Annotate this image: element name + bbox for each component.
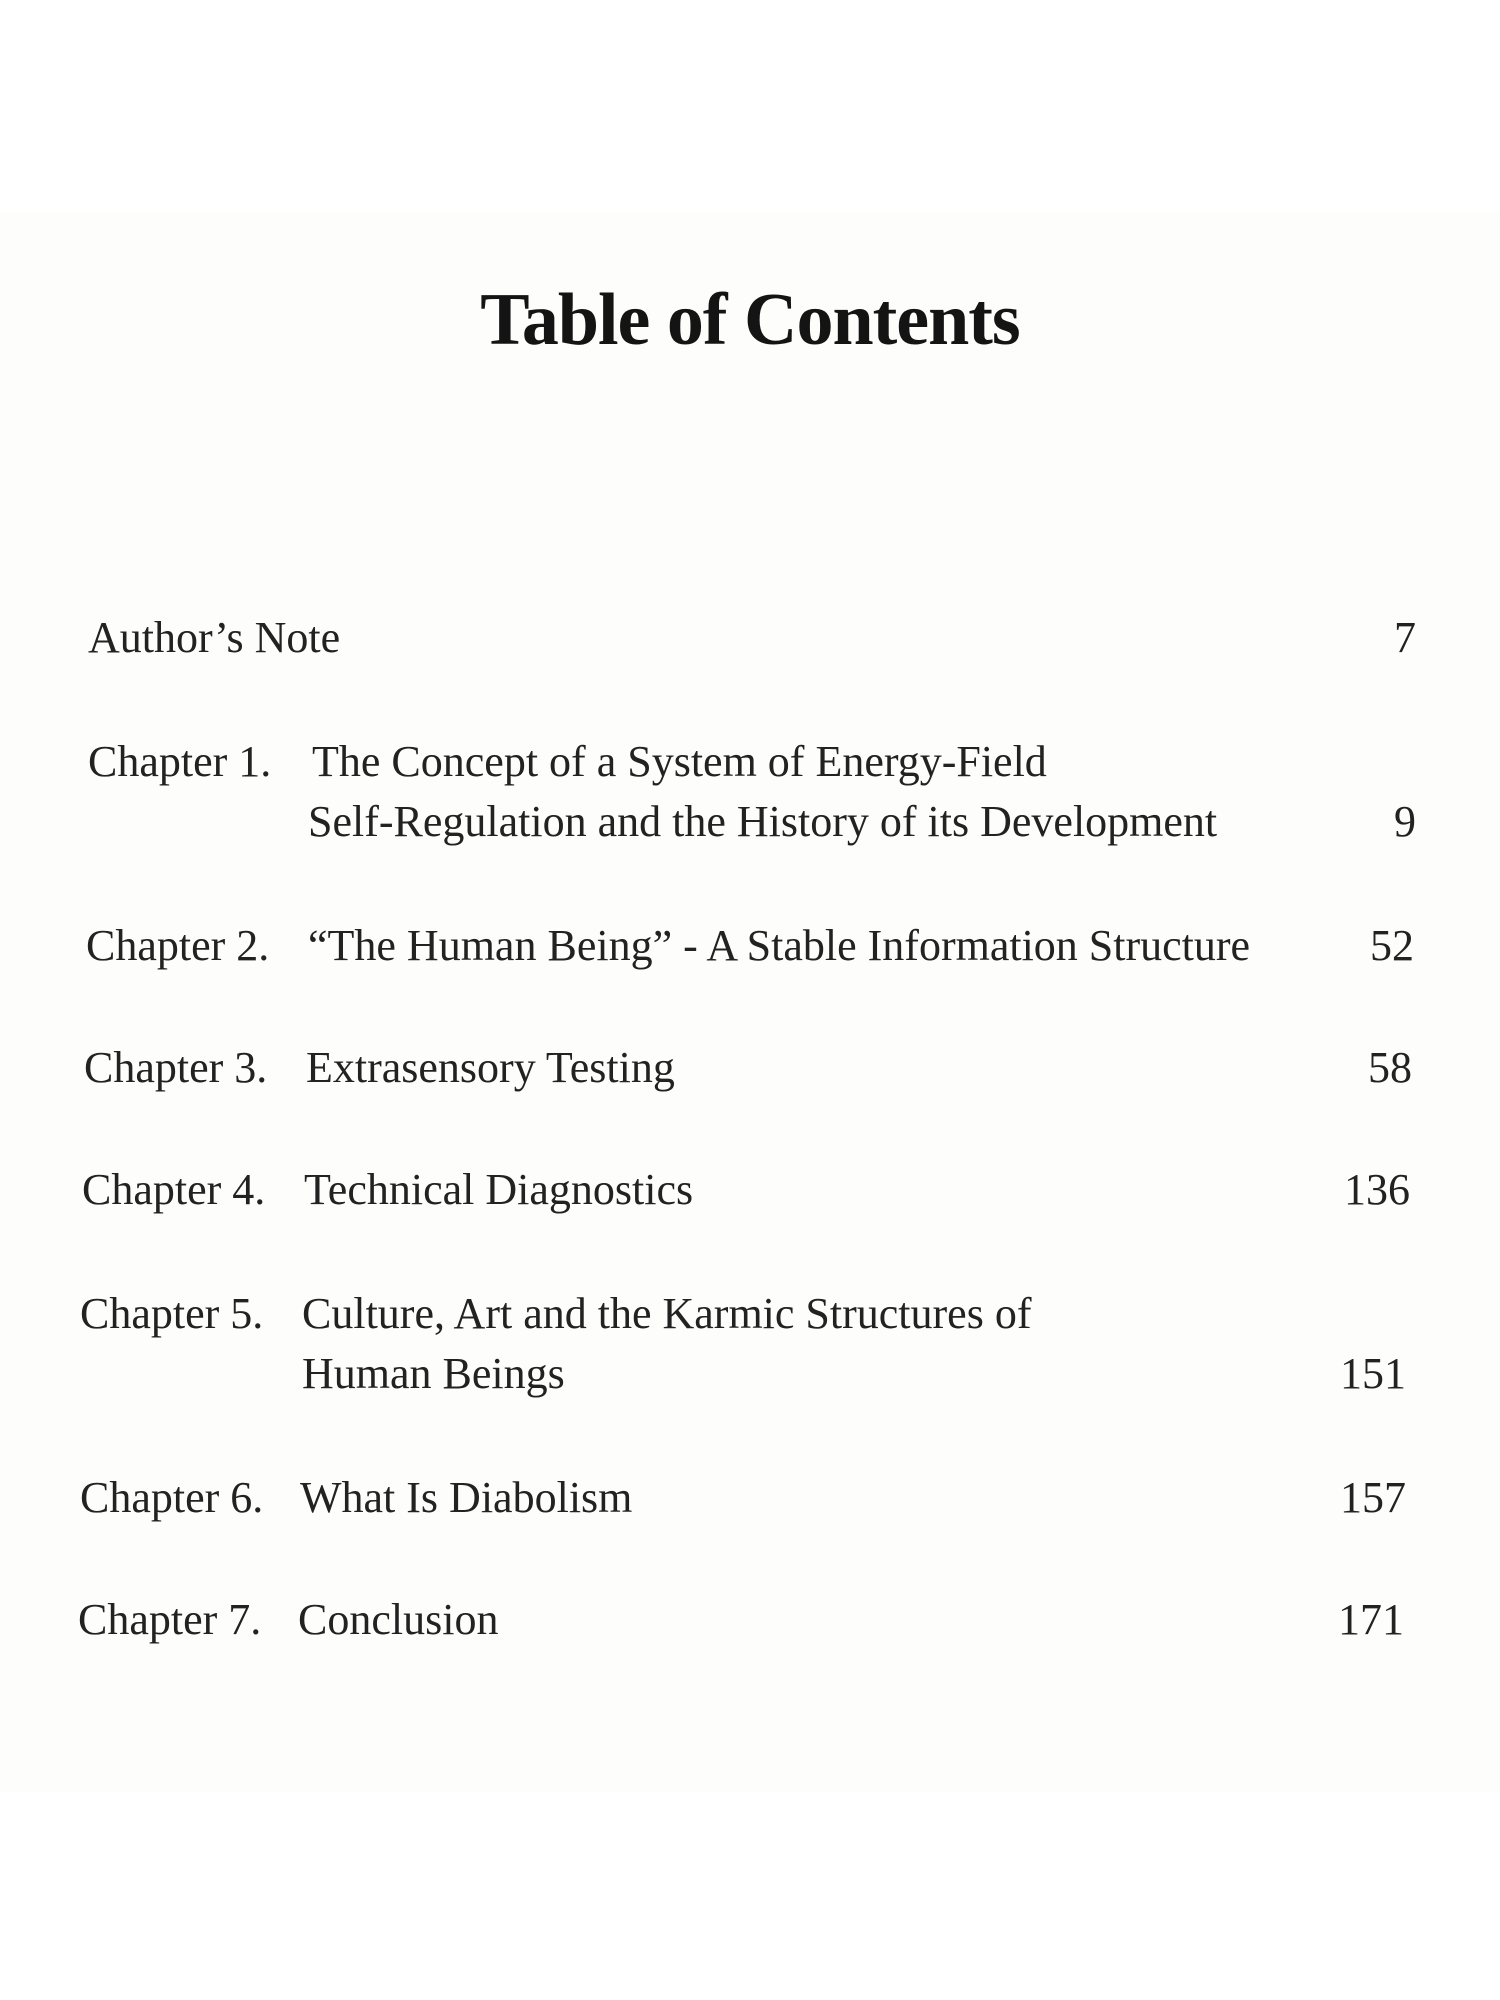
toc-entry-chapter-4 xyxy=(0,1160,1500,1230)
book-page xyxy=(0,212,1500,1792)
toc-entry-title: The Concept of a System of Energy-Field xyxy=(312,737,1047,786)
toc-entry-label: Chapter 6. xyxy=(80,1473,264,1522)
toc-entry-page: 136 xyxy=(1344,1165,1410,1214)
toc-entry-chapter-6 xyxy=(0,1468,1500,1538)
toc-entry-chapter-5 xyxy=(0,1284,1500,1398)
toc-entry-title: Extrasensory Testing xyxy=(306,1043,675,1092)
toc-entry-authors-note xyxy=(0,608,1500,678)
toc-entry-chapter-1 xyxy=(0,732,1500,846)
toc-entry-page: 9 xyxy=(1394,797,1416,846)
toc-entry-label: Author’s Note xyxy=(88,613,341,662)
toc-entry-title: Conclusion xyxy=(298,1595,499,1644)
toc-entry-page: 52 xyxy=(1370,921,1414,970)
toc-entry-page: 157 xyxy=(1340,1473,1406,1522)
toc-entry-page: 58 xyxy=(1368,1043,1412,1092)
toc-entry-title: “The Human Being” - A Stable Information Structure xyxy=(308,921,1251,970)
toc-entry-page: 151 xyxy=(1340,1349,1406,1398)
toc-entry-title-continued: Self-Regulation and the History of its Development xyxy=(308,797,1218,846)
toc-entry-label: Chapter 7. xyxy=(78,1595,262,1644)
toc-entry-chapter-2 xyxy=(0,916,1500,986)
toc-entry-page: 171 xyxy=(1338,1595,1404,1644)
toc-entry-title: Culture, Art and the Karmic Structures of xyxy=(302,1289,1032,1338)
toc-entry-label: Chapter 2. xyxy=(86,921,270,970)
toc-entry-title: Technical Diagnostics xyxy=(304,1165,694,1214)
toc-entry-page: 7 xyxy=(1394,613,1416,662)
toc-entry-chapter-7 xyxy=(0,1590,1500,1660)
toc-entry-label: Chapter 1. xyxy=(88,737,272,786)
toc-entry-chapter-3 xyxy=(0,1038,1500,1108)
toc-entry-label: Chapter 3. xyxy=(84,1043,268,1092)
toc-entry-title-continued: Human Beings xyxy=(302,1349,565,1398)
toc-entry-label: Chapter 4. xyxy=(82,1165,266,1214)
toc-entry-label: Chapter 5. xyxy=(80,1289,264,1338)
page-title: Table of Contents xyxy=(480,279,1020,361)
toc-entry-title: What Is Diabolism xyxy=(300,1473,633,1522)
